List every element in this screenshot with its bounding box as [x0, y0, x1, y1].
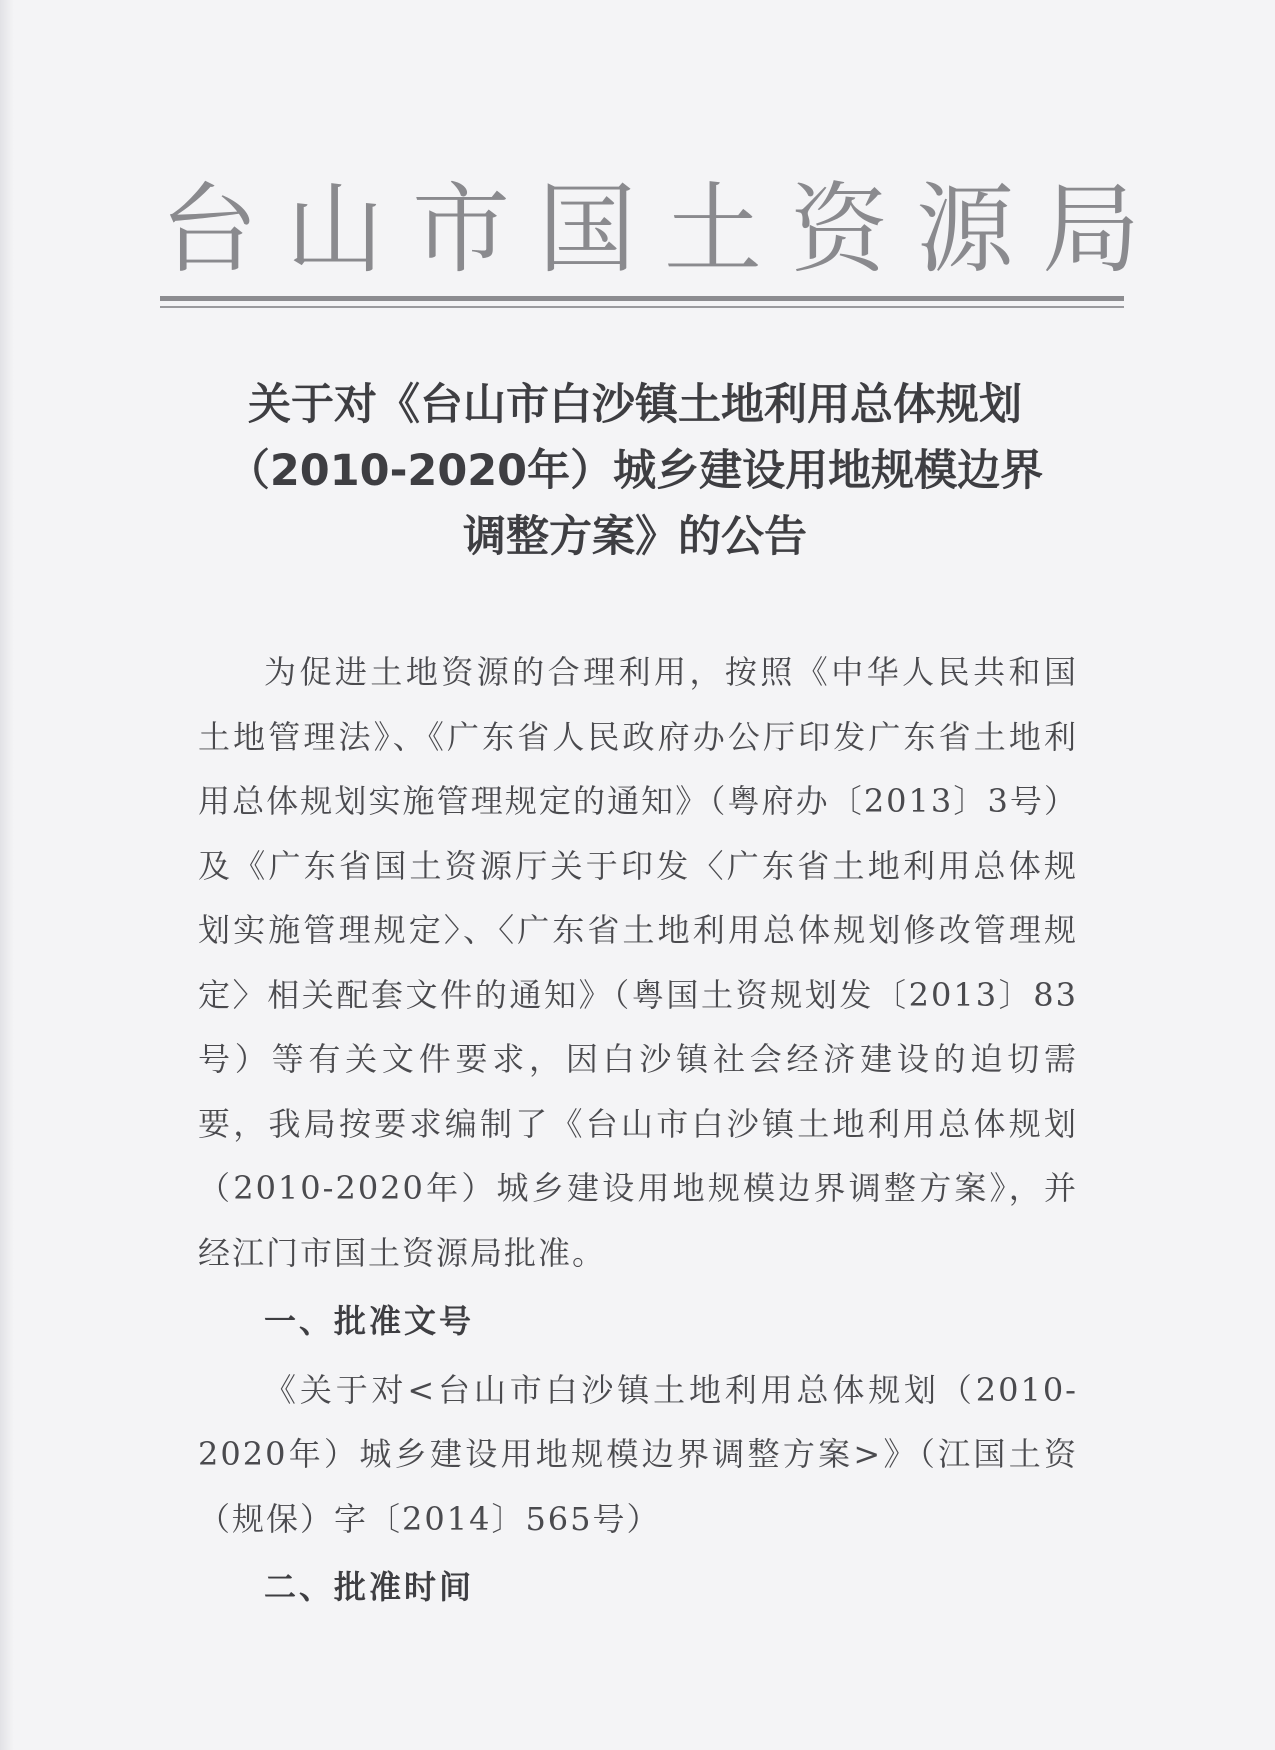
agency-letterhead: 台山市国土资源局: [160, 173, 1169, 287]
document-title: [170, 372, 1100, 570]
approval-number-text: 《关于对<台山市白沙镇土地利用总体规划（2010-2020年）城乡建设用地规模边界调整方案>》（江国土资（规保）字〔2014〕565号）: [198, 1370, 1078, 1538]
section-heading-approval-number: 一、批准文号: [264, 1302, 475, 1340]
letterhead-rule-thick: [160, 296, 1124, 301]
title-line-1: 关于对《台山市白沙镇土地利用总体规划: [248, 380, 1022, 430]
title-line-3: 调整方案》的公告: [463, 512, 807, 562]
body-paragraph: 为促进土地资源的合理利用，按照《中华人民共和国土地管理法》、《广东省人民政府办公厅印发广东省土地利用总体规划实施管理规定的通知》（粤府办〔2013〕3号）及《广东省国土资源厅关于印发〈广东省土地利用总体规划实施管理规定〉、〈广东省土地利用总体规划修改管理规定〉相关配套文件的通知》（粤国土资规划发〔2013〕83号）等有关文件要求，因白沙镇社会经济建设的迫切需要，我局按要求编制了《台山市白沙镇土地利用总体规划（2010-2020年）城乡建设用地规模边界调整方案》，并经江门市国土资源局批准。: [198, 653, 1078, 1272]
section-heading-approval-time: 二、批准时间: [264, 1568, 475, 1606]
document-body: [198, 640, 1078, 1620]
title-line-2: （2010-2020年）城乡建设用地规模边界: [226, 446, 1044, 496]
scan-edge: [0, 0, 14, 1750]
letterhead-rule-thin: [160, 306, 1124, 308]
